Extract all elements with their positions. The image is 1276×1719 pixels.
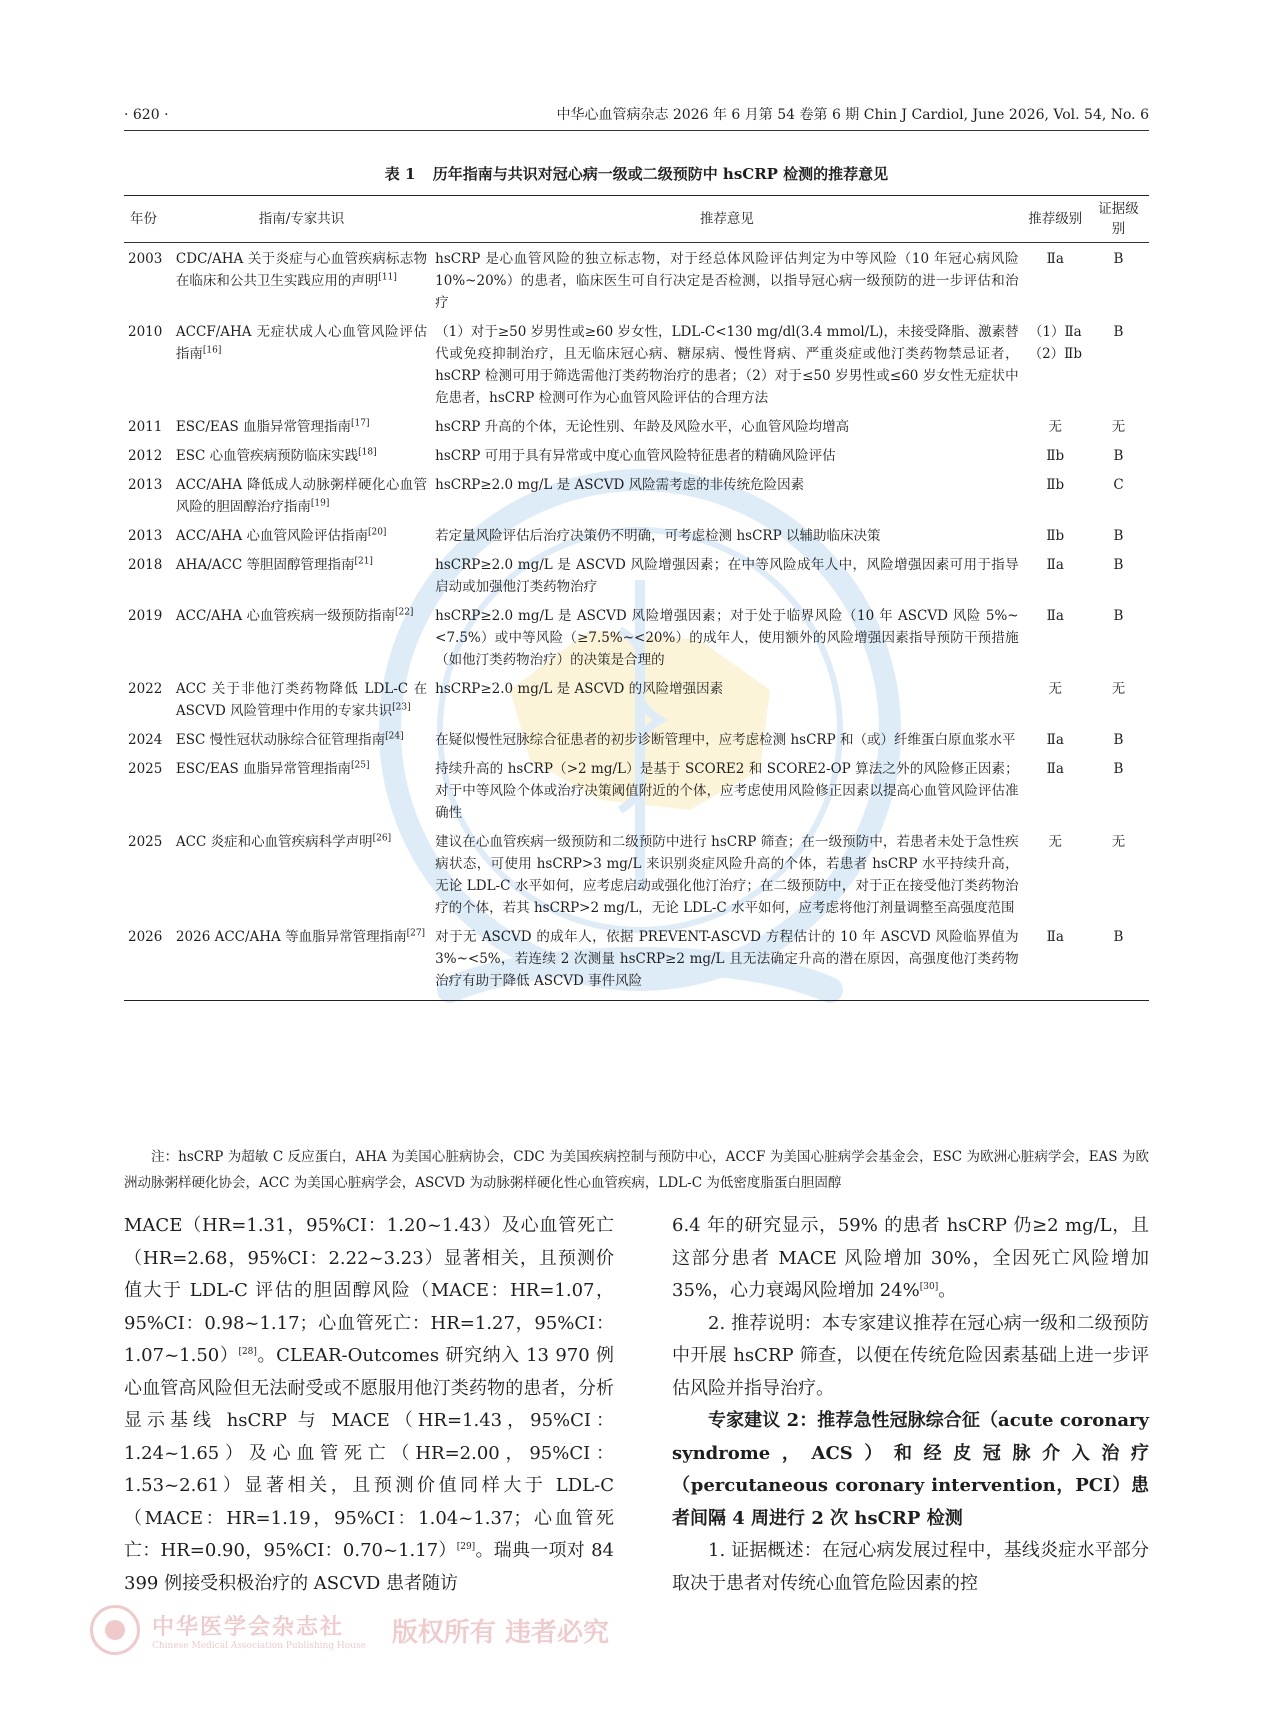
body-paragraph: 6.4 年的研究显示，59% 的患者 hsCRP 仍≥2 mg/L，且这部分患者 MACE 风险增加 30%，全因死亡风险增加 35%，心力衰竭风险增加 24%: [672, 1215, 1149, 1301]
cell-recommendation: [431, 925, 1022, 1001]
table-header-row: [124, 196, 1149, 243]
table-row: [124, 728, 1149, 757]
cell-year-text: 2018: [128, 557, 163, 573]
cell-evidence-level-text: B: [1113, 324, 1124, 340]
cell-evidence-level-text: B: [1113, 732, 1124, 748]
cell-evidence-level-text: C: [1113, 477, 1124, 493]
cell-recommendation: [431, 524, 1022, 553]
cell-evidence-level-text: B: [1113, 448, 1124, 464]
cell-rec-class-text: Ⅱb: [1046, 528, 1065, 544]
citation-ref: [26]: [372, 833, 392, 844]
cell-guideline: [172, 925, 431, 1001]
cell-year-text: 2025: [128, 761, 163, 777]
running-header: [124, 104, 1149, 131]
cell-guideline-text: CDC/AHA 关于炎症与心血管疾病标志物在临床和公共卫生实践应用的声明: [175, 251, 428, 289]
cell-recommendation: [431, 677, 1022, 728]
cell-rec-class-text: 无: [1048, 681, 1063, 697]
cell-guideline-text: ESC/EAS 血脂异常管理指南: [175, 761, 352, 777]
cell-guideline-text: AHA/ACC 等胆固醇管理指南: [175, 557, 355, 573]
table-row: [124, 830, 1149, 925]
cell-rec-class-text: Ⅱa: [1046, 929, 1064, 945]
header-rec-class: 推荐级别: [1023, 196, 1088, 243]
body-paragraph: MACE（HR=1.31，95%CI：1.20~1.43）及心血管死亡（HR=2.68，95%CI：2.22~3.23）显著相关，且预测价值大于 LDL-C 评估的胆固醇风险（MACE：HR=1.07，95%CI：0.98~1.17；心血管死亡：HR=1.27，95%CI：1.07~1.50）: [124, 1215, 614, 1366]
header-year: 年份: [124, 196, 172, 243]
cell-guideline-text: ACC/AHA 心血管风险评估指南: [175, 528, 368, 544]
evidence-summary: 1. 证据概述：在冠心病发展过程中，基线炎症水平部分取决于患者对传统心血管危险因素的控: [672, 1540, 1149, 1594]
cell-year: [124, 524, 172, 553]
cell-year-text: 2011: [128, 419, 163, 435]
publisher-seal-icon: [90, 1605, 140, 1655]
cell-year-text: 2003: [128, 251, 163, 267]
recommendation-note: 2. 推荐说明：本专家建议推荐在冠心病一级和二级预防中开展 hsCRP 筛查，以便在传统危险因素基础上进一步评估风险并指导治疗。: [672, 1312, 1149, 1399]
cell-rec-class-text: Ⅱa: [1046, 251, 1064, 267]
citation-ref: [30]: [919, 1282, 939, 1292]
cell-rec-class-text: 无: [1048, 834, 1063, 850]
table-row: [124, 925, 1149, 1001]
expert-recommendation-heading: 专家建议 2：推荐急性冠脉综合征（acute coronary syndrome，ACS）和经皮冠脉介入治疗（percutaneous coronary intervention，PCI）患者间隔 4 周进行 2 次 hsCRP 检测: [672, 1410, 1149, 1529]
cell-rec-class-text: 无: [1048, 419, 1063, 435]
header-guideline: 指南/专家共识: [172, 196, 431, 243]
cell-guideline: [172, 757, 431, 830]
cell-guideline: [172, 243, 431, 321]
body-paragraph: 。瑞典一项对 84 399 例接受积极治疗的 ASCVD 患者随访: [124, 1540, 614, 1594]
cell-year-text: 2025: [128, 834, 163, 850]
cell-recommendation: [431, 444, 1022, 473]
cell-rec-class-text: Ⅱa: [1046, 557, 1064, 573]
body-column-left: [124, 1210, 614, 1600]
cell-rec-class: [1023, 677, 1088, 728]
header-recommendation: 推荐意见: [431, 196, 1022, 243]
cell-year: [124, 320, 172, 415]
cell-year-text: 2013: [128, 477, 163, 493]
cell-guideline: [172, 604, 431, 677]
cell-year: [124, 677, 172, 728]
cell-evidence-level: [1088, 757, 1149, 830]
cell-guideline: [172, 444, 431, 473]
header-evidence-level: 证据级别: [1088, 196, 1149, 243]
citation-ref: [18]: [358, 447, 377, 458]
cell-guideline-text: ACC/AHA 心血管疾病一级预防指南: [175, 608, 395, 624]
cell-guideline: [172, 415, 431, 444]
cell-recommendation-text: 若定量风险评估后治疗决策仍不明确，可考虑检测 hsCRP 以辅助临床决策: [435, 528, 881, 544]
cell-evidence-level: [1088, 728, 1149, 757]
cell-evidence-level: [1088, 444, 1149, 473]
table-caption: [124, 163, 1149, 184]
citation-ref: [16]: [202, 345, 222, 356]
cell-recommendation-text: 在疑似慢性冠脉综合征患者的初步诊断管理中，应考虑检测 hsCRP 和（或）纤维蛋白原血浆水平: [435, 732, 1016, 748]
cell-recommendation-text: 对于无 ASCVD 的成年人，依据 PREVENT-ASCVD 方程估计的 10 年 ASCVD 风险临界值为 3%~<5%，若连续 2 次测量 hsCRP≥2 mg/L 且无法确定升高的潜在原因，高强度他汀类药物治疗有助于降低 ASCVD 事件风险: [435, 929, 1019, 989]
table-row: [124, 524, 1149, 553]
page-number: · 620 ·: [124, 107, 169, 123]
table-row: [124, 444, 1149, 473]
cell-rec-class: [1023, 553, 1088, 604]
citation-ref: [27]: [406, 928, 426, 939]
cell-evidence-level-text: B: [1113, 608, 1124, 624]
cell-year-text: 2019: [128, 608, 163, 624]
cell-guideline-text: ESC 慢性冠状动脉综合征管理指南: [175, 732, 386, 748]
cell-rec-class: [1023, 604, 1088, 677]
cell-rec-class: [1023, 415, 1088, 444]
cell-year-text: 2010: [128, 324, 163, 340]
cell-recommendation-text: hsCRP≥2.0 mg/L 是 ASCVD 的风险增强因素: [435, 681, 724, 697]
cell-evidence-level-text: 无: [1111, 419, 1126, 435]
publisher-name-cn: 中华医学会杂志社: [152, 1613, 345, 1640]
cell-year-text: 2013: [128, 528, 163, 544]
cell-recommendation: [431, 473, 1022, 524]
cell-evidence-level: [1088, 243, 1149, 321]
citation-ref: [28]: [238, 1347, 257, 1357]
cell-evidence-level: [1088, 524, 1149, 553]
cell-recommendation: [431, 830, 1022, 925]
cell-year: [124, 473, 172, 524]
cell-recommendation: [431, 553, 1022, 604]
table-footnote: 注：hsCRP 为超敏 C 反应蛋白，AHA 为美国心脏病协会，CDC 为美国疾病控制与预防中心，ACCF 为美国心脏病学会基金会，ESC 为欧洲心脏病学会，EAS 为欧洲动脉粥样硬化协会，ACC 为美国心脏病学会，ASCVD 为动脉粥样硬化性心血管疾病，LDL-C 为低密度脂蛋白胆固醇: [124, 1149, 1149, 1191]
citation-ref: [25]: [351, 760, 370, 771]
cell-evidence-level: [1088, 677, 1149, 728]
cell-guideline: [172, 677, 431, 728]
journal-citation: 中华心血管病杂志 2026 年 6 月第 54 卷第 6 期 Chin J Cardiol, June 2026, Vol. 54, No. 6: [556, 107, 1149, 123]
citation-ref: [19]: [310, 498, 330, 509]
table-row: [124, 320, 1149, 415]
cell-guideline-text: 2026 ACC/AHA 等血脂异常管理指南: [175, 929, 407, 945]
cell-recommendation-text: hsCRP 可用于具有异常或中度心血管风险特征患者的精确风险评估: [435, 448, 836, 464]
cell-rec-class-text: Ⅱb: [1046, 448, 1065, 464]
cell-year-text: 2024: [128, 732, 163, 748]
table-number: 表 1: [384, 165, 416, 183]
cell-evidence-level: [1088, 925, 1149, 1001]
recommendation-table: [124, 195, 1149, 1001]
cell-rec-class: [1023, 243, 1088, 321]
citation-ref: [24]: [385, 731, 404, 742]
table-row: [124, 604, 1149, 677]
citation-ref: [20]: [367, 527, 387, 538]
cell-recommendation: [431, 415, 1022, 444]
table-body: [124, 243, 1149, 1001]
citation-ref: [22]: [394, 607, 414, 618]
cell-recommendation: [431, 320, 1022, 415]
cell-year: [124, 444, 172, 473]
cell-rec-class: [1023, 524, 1088, 553]
cell-rec-class-text: （1）Ⅱa （2）Ⅱb: [1028, 324, 1082, 362]
cell-recommendation-text: hsCRP≥2.0 mg/L 是 ASCVD 风险增强因素；对于处于临界风险（10 年 ASCVD 风险 5%~<7.5%）或中等风险（≥7.5%~<20%）的成年人，使用额外的风险增强因素指导预防干预措施（如他汀类药物治疗）的决策是合理的: [435, 608, 1019, 668]
cell-guideline-text: ESC 心血管疾病预防临床实践: [175, 448, 359, 464]
cell-evidence-level: [1088, 473, 1149, 524]
cell-rec-class: [1023, 444, 1088, 473]
cell-recommendation-text: 建议在心血管疾病一级预防和二级预防中进行 hsCRP 筛查；在一级预防中，若患者未处于急性疾病状态，可使用 hsCRP>3 mg/L 来识别炎症风险升高的个体，若患者 hsCRP 水平持续升高，无论 LDL-C 水平如何，应考虑启动或强化他汀治疗；在二级预防中，对于正在接受他汀类药物治疗的个体，若其 hsCRP>2 mg/L，无论 LDL-C 水平如何，应考虑将他汀剂量调整至高强度范围: [435, 834, 1019, 916]
body-paragraph: 。: [938, 1280, 957, 1301]
cell-evidence-level-text: 无: [1111, 834, 1126, 850]
body-column-right: [672, 1210, 1149, 1600]
body-paragraph: 。CLEAR-Outcomes 研究纳入 13 970 例心血管高风险但无法耐受或不愿服用他汀类药物的患者，分析显示基线 hsCRP 与 MACE（HR=1.43，95%CI：1.24~1.65）及心血管死亡（HR=2.00，95%CI：1.53~2.61）显著相关，且预测价值同样大于 LDL-C（MACE：HR=1.19，95%CI：1.04~1.37；心血管死亡：HR=0.90，95%CI：0.70~1.17）: [124, 1345, 614, 1561]
cell-recommendation: [431, 604, 1022, 677]
table-title: 历年指南与共识对冠心病一级或二级预防中 hsCRP 检测的推荐意见: [432, 165, 889, 183]
cell-recommendation-text: 持续升高的 hsCRP（>2 mg/L）是基于 SCORE2 和 SCORE2-OP 算法之外的风险修正因素；对于中等风险个体或治疗决策阈值附近的个体，应考虑使用风险修正因素以提高心血管风险评估准确性: [435, 761, 1019, 821]
table-row: [124, 415, 1149, 444]
cell-evidence-level-text: B: [1113, 528, 1124, 544]
citation-ref: [11]: [378, 272, 397, 283]
cell-evidence-level-text: B: [1113, 929, 1124, 945]
cell-recommendation: [431, 728, 1022, 757]
cell-guideline: [172, 320, 431, 415]
cell-year: [124, 243, 172, 321]
cell-evidence-level-text: 无: [1111, 681, 1126, 697]
cell-guideline-text: ACC/AHA 降低成人动脉粥样硬化心血管风险的胆固醇治疗指南: [175, 477, 428, 515]
cell-rec-class-text: Ⅱb: [1046, 477, 1065, 493]
citation-ref: [21]: [354, 556, 373, 567]
cell-year: [124, 415, 172, 444]
cell-rec-class: [1023, 320, 1088, 415]
publisher-name-en: Chinese Medical Association Publishing House: [152, 1640, 366, 1651]
table-row: [124, 677, 1149, 728]
cell-guideline-text: ACC 关于非他汀类药物降低 LDL-C 在 ASCVD 风险管理中作用的专家共识: [175, 681, 428, 719]
cell-guideline: [172, 524, 431, 553]
cell-recommendation-text: hsCRP 升高的个体，无论性别、年龄及风险水平，心血管风险均增高: [435, 419, 850, 435]
cell-year: [124, 830, 172, 925]
publisher-footer-logo: [90, 1600, 610, 1660]
table-row: [124, 473, 1149, 524]
table-row: [124, 243, 1149, 321]
cell-guideline: [172, 553, 431, 604]
cell-guideline-text: ACC 炎症和心血管疾病科学声明: [175, 834, 373, 850]
cell-rec-class: [1023, 473, 1088, 524]
cell-rec-class-text: Ⅱa: [1046, 761, 1064, 777]
cell-guideline: [172, 728, 431, 757]
table-row: [124, 757, 1149, 830]
cell-recommendation-text: （1）对于≥50 岁男性或≥60 岁女性，LDL-C<130 mg/dl(3.4 mmol/L)，未接受降脂、激素替代或免疫抑制治疗，且无临床冠心病、糖尿病、慢性肾病、严重炎症或他汀类药物禁忌证者，hsCRP 检测可用于筛选需他汀类药物治疗的患者；（2）对于≤50 岁男性或≤60 岁女性无症状中危患者，hsCRP 检测可作为心血管风险评估的合理方法: [435, 324, 1019, 406]
table-row: [124, 553, 1149, 604]
cell-evidence-level: [1088, 320, 1149, 415]
cell-evidence-level: [1088, 553, 1149, 604]
cell-year: [124, 728, 172, 757]
cell-evidence-level: [1088, 830, 1149, 925]
cell-recommendation: [431, 243, 1022, 321]
cell-recommendation-text: hsCRP 是心血管风险的独立标志物，对于经总体风险评估判定为中等风险（10 年冠心病风险 10%~20%）的患者，临床医生可自行决定是否检测，以指导冠心病一级预防的进一步评估和治疗: [435, 251, 1019, 311]
cell-evidence-level-text: B: [1113, 557, 1124, 573]
cell-recommendation: [431, 757, 1022, 830]
cell-rec-class-text: Ⅱa: [1046, 608, 1064, 624]
citation-ref: [23]: [392, 702, 411, 713]
cell-evidence-level: [1088, 415, 1149, 444]
cell-rec-class: [1023, 830, 1088, 925]
cell-year: [124, 604, 172, 677]
cell-guideline: [172, 830, 431, 925]
cell-evidence-level-text: B: [1113, 251, 1124, 267]
cell-year-text: 2022: [128, 681, 163, 697]
cell-year-text: 2026: [128, 929, 163, 945]
cell-guideline: [172, 473, 431, 524]
cell-year-text: 2012: [128, 448, 163, 464]
citation-ref: [17]: [351, 418, 370, 429]
cell-evidence-level-text: B: [1113, 761, 1124, 777]
cell-recommendation-text: hsCRP≥2.0 mg/L 是 ASCVD 风险需考虑的非传统危险因素: [435, 477, 805, 493]
cell-rec-class: [1023, 925, 1088, 1001]
copyright-stamp: 版权所有 违者必究: [391, 1617, 609, 1648]
cell-rec-class: [1023, 757, 1088, 830]
cell-rec-class-text: Ⅱa: [1046, 732, 1064, 748]
cell-year: [124, 757, 172, 830]
cell-guideline-text: ACCF/AHA 无症状成人心血管风险评估指南: [175, 324, 428, 362]
cell-recommendation-text: hsCRP≥2.0 mg/L 是 ASCVD 风险增强因素；在中等风险成年人中，风险增强因素可用于指导启动或加强他汀类药物治疗: [435, 557, 1019, 595]
cell-rec-class: [1023, 728, 1088, 757]
cell-evidence-level: [1088, 604, 1149, 677]
cell-year: [124, 553, 172, 604]
citation-ref: [29]: [456, 1542, 476, 1552]
cell-guideline-text: ESC/EAS 血脂异常管理指南: [175, 419, 352, 435]
cell-year: [124, 925, 172, 1001]
